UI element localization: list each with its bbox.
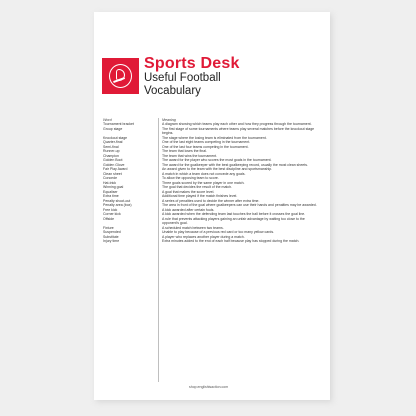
- vocab-word: Free kick: [103, 207, 118, 212]
- title-line-1: Useful Football: [144, 72, 221, 84]
- vocab-word: Hat-trick: [103, 180, 117, 185]
- vocab-word: Corner kick: [103, 212, 121, 216]
- vocab-meaning: The area in front of the goal where goalkeepers can use their hands and penalties may be awarded.: [162, 203, 317, 207]
- brand-name: Sports Desk: [144, 55, 240, 72]
- vocab-meaning: The team that wins the tournament.: [162, 153, 218, 158]
- vocab-word: Champion: [103, 153, 119, 158]
- vocab-word: Fixture: [103, 225, 114, 230]
- vocab-row: [103, 217, 323, 226]
- vocab-meaning: A kick awarded after certain fouls.: [162, 207, 215, 212]
- vocab-word: Offside: [103, 216, 115, 221]
- vocab-meaning: One of the last eight teams competing in the tournament.: [162, 140, 251, 144]
- vocab-meaning: A kick awarded when the defending team last touches the ball before it crosses the goal line.: [162, 212, 306, 216]
- vocab-word: Winning goal: [103, 185, 124, 189]
- vocab-meaning: The first stage of some tournaments where teams play several matches before the knockout stage begins.: [162, 126, 315, 135]
- vocab-meaning: A goal that makes the score level.: [162, 189, 215, 194]
- vocab-meaning: The stage where the losing team is eliminated from the tournament.: [162, 135, 267, 140]
- vocab-word: Semi-final: [103, 144, 119, 149]
- vocab-word: Golden Boot: [103, 158, 123, 162]
- vocab-word: Penalty area (box): [103, 203, 132, 207]
- vocab-meaning: An award given to the team with the best discipline and sportsmanship.: [162, 167, 273, 171]
- vocab-word: Extra time: [103, 194, 119, 198]
- vocab-meaning: One of the last four teams competing in the tournament.: [162, 144, 249, 149]
- vocab-meaning: A player who replaces another player during a match.: [162, 234, 245, 239]
- vocab-meaning: The team that loses the final.: [162, 149, 207, 153]
- vocab-meaning: Additional time played if the match finishes level.: [162, 194, 238, 198]
- column-header-word: Word: [103, 118, 112, 122]
- title-line-2: Vocabulary: [144, 85, 201, 97]
- vocab-meaning: Three goals scored by the same player in one match.: [162, 180, 245, 185]
- vocab-word: Tournament bracket: [103, 122, 134, 126]
- vocab-meaning: The goal that decides the result of the match.: [162, 185, 233, 189]
- vocab-meaning: Unable to play because of a previous red card or too many yellow cards.: [162, 230, 275, 234]
- column-header-meaning: Meaning: [162, 118, 176, 122]
- footer-url: shop.englishisaction.com: [189, 385, 229, 389]
- vocab-meaning: A scheduled match between two teams.: [162, 225, 224, 230]
- sports-desk-logo: [102, 58, 139, 94]
- vocab-word: Substitute: [103, 234, 119, 239]
- vocab-word: Clean sheet: [103, 171, 122, 176]
- vocab-row: [103, 239, 323, 244]
- vocab-word: Runner-up: [103, 149, 120, 153]
- vocab-meaning: The award for the player who scores the most goals in the tournament.: [162, 158, 272, 162]
- vocab-meaning: A series of penalties used to decide the winner after extra time.: [162, 198, 260, 203]
- vocab-meaning: The award for the goalkeeper with the best goalkeeping record, usually the most clean sheets.: [162, 162, 308, 167]
- vocab-word: Golden Glove: [103, 162, 125, 167]
- vocab-meaning: A match in which a team does not concede any goals.: [162, 171, 246, 176]
- document-page: [94, 12, 330, 400]
- vocab-meaning: A diagram showing which teams play each other and how they progress through the tournament.: [162, 122, 312, 126]
- page-title: [144, 72, 221, 98]
- football-icon: [109, 64, 132, 88]
- vocab-word: Concede: [103, 176, 118, 180]
- vocab-word: Penalty shoot-out: [103, 198, 131, 203]
- vocab-word: Injury time: [103, 239, 120, 243]
- vocab-word: Group stage: [103, 126, 123, 131]
- vocab-word: Equaliser: [103, 189, 118, 194]
- vocab-meaning: A rule that prevents attacking players gaining an unfair advantage by waiting too close to the opponent's goal.: [162, 216, 305, 225]
- vocab-row: [103, 127, 323, 136]
- vocab-word: Suspended: [103, 230, 121, 234]
- vocabulary-list: [103, 122, 323, 244]
- vocab-word: Knockout stage: [103, 135, 128, 140]
- vocab-word: Fair Play Award: [103, 167, 128, 171]
- vocab-word: Quarter-final: [103, 140, 123, 144]
- vocab-meaning: Extra minutes added to the end of each half because play has stopped during the match.: [162, 239, 300, 243]
- vocab-meaning: To allow the opposing team to score.: [162, 176, 219, 180]
